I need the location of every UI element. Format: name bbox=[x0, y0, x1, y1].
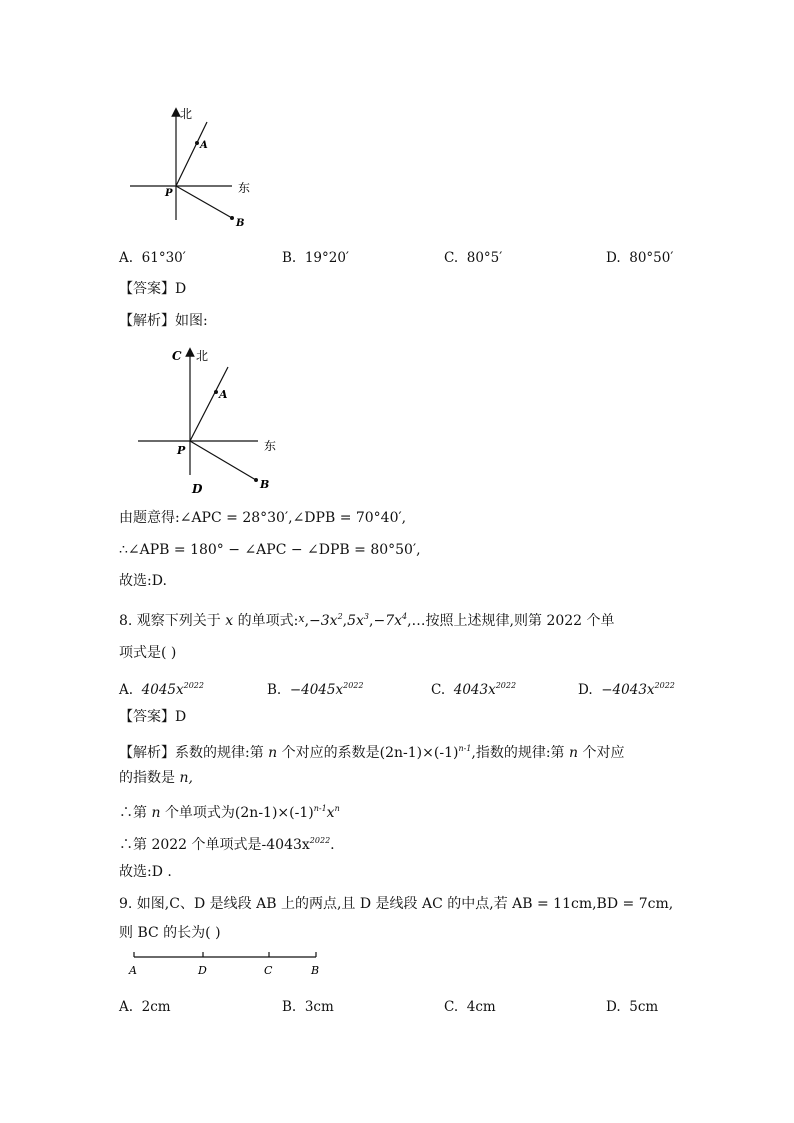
q8-analysis-line-2: 的指数是 n, bbox=[119, 770, 193, 786]
q9-option-d: D. 5cm bbox=[606, 999, 659, 1015]
label-a: A bbox=[129, 964, 137, 977]
q7-step-2: ∴∠APB = 180° − ∠APC − ∠DPB = 80°50′, bbox=[119, 542, 421, 558]
label-east: 东 bbox=[238, 181, 251, 195]
q9-option-a: A. 2cm bbox=[119, 999, 171, 1015]
q7-step-3: 故选:D. bbox=[119, 573, 167, 589]
label-north: 北 bbox=[180, 107, 193, 121]
ray-pb bbox=[176, 186, 232, 218]
ray-pa bbox=[176, 122, 207, 186]
q9-stem-line-2: 则 BC 的长为( ) bbox=[119, 925, 221, 941]
q8-analysis-line-4: ∴第 2022 个单项式是$-4043x^{2022}$. bbox=[119, 836, 335, 853]
label-p: P bbox=[177, 444, 186, 457]
q9-option-c: C. 4cm bbox=[444, 999, 496, 1015]
point-b bbox=[254, 478, 258, 482]
label-b: B bbox=[311, 964, 320, 977]
compass-figure-2 bbox=[130, 340, 290, 500]
segment-figure bbox=[125, 950, 330, 980]
ray-pb bbox=[190, 441, 256, 480]
q7-option-a: A. 61°30′ bbox=[119, 250, 186, 266]
point-a bbox=[214, 390, 218, 394]
q8-analysis-line-1: 【解析】系数的规律:第 n 个对应的系数是$(2n-1)\times(-1)^{n-1}$,指数的规律:第 n 个对应 bbox=[119, 744, 625, 761]
q7-answer: 【答案】D bbox=[119, 281, 187, 297]
q7-step-1: 由题意得:∠APC = 28°30′,∠DPB = 70°40′, bbox=[119, 510, 407, 526]
label-p: P bbox=[165, 188, 173, 199]
label-c: C bbox=[172, 349, 182, 363]
label-d: D bbox=[198, 964, 207, 977]
label-north: 北 bbox=[196, 349, 209, 363]
label-d: D bbox=[192, 482, 203, 496]
q9-option-b: B. 3cm bbox=[282, 999, 334, 1015]
q7-option-d: D. 80°50′ bbox=[606, 250, 674, 266]
label-b: B bbox=[260, 478, 270, 491]
point-a bbox=[195, 141, 199, 145]
q8-option-c: C. $4043x^{2022}$ bbox=[431, 681, 517, 698]
ray-pa bbox=[190, 367, 228, 441]
q8-option-d: D. $-4043x^{2022}$ bbox=[578, 681, 675, 698]
q8-option-b: B. $-4045x^{2022}$ bbox=[267, 681, 364, 698]
q7-option-b: B. 19°20′ bbox=[282, 250, 349, 266]
label-a: A bbox=[219, 388, 228, 401]
q7-option-c: C. 80°5′ bbox=[444, 250, 503, 266]
q9-stem-line-1: 9. 如图,C、D 是线段 AB 上的两点,且 D 是线段 AC 的中点,若 AB = 11cm,BD = 7cm, bbox=[119, 896, 674, 912]
q8-analysis-line-5: 故选:D . bbox=[119, 864, 172, 880]
q8-stem-line-2: 项式是( ) bbox=[119, 645, 177, 661]
q8-option-a: A. $4045x^{2022}$ bbox=[119, 681, 204, 698]
label-east: 东 bbox=[264, 439, 277, 453]
point-b bbox=[230, 216, 234, 220]
label-c: C bbox=[264, 964, 273, 977]
q8-analysis-line-3: ∴第 n 个单项式为$(2n-1)\times(-1)^{n-1}x^n$ bbox=[119, 804, 340, 821]
label-b: B bbox=[236, 218, 245, 229]
q7-analysis-head: 【解析】如图: bbox=[119, 313, 208, 329]
compass-figure-1 bbox=[120, 100, 260, 235]
label-a: A bbox=[200, 140, 208, 151]
q8-answer: 【答案】D bbox=[119, 709, 187, 725]
q8-stem-line-1: 8. 观察下列关于 x 的单项式$:^x,-3x^2,5x^3,-7x^4,\dots$按照上述规律,则第 2022 个单 bbox=[119, 612, 615, 629]
